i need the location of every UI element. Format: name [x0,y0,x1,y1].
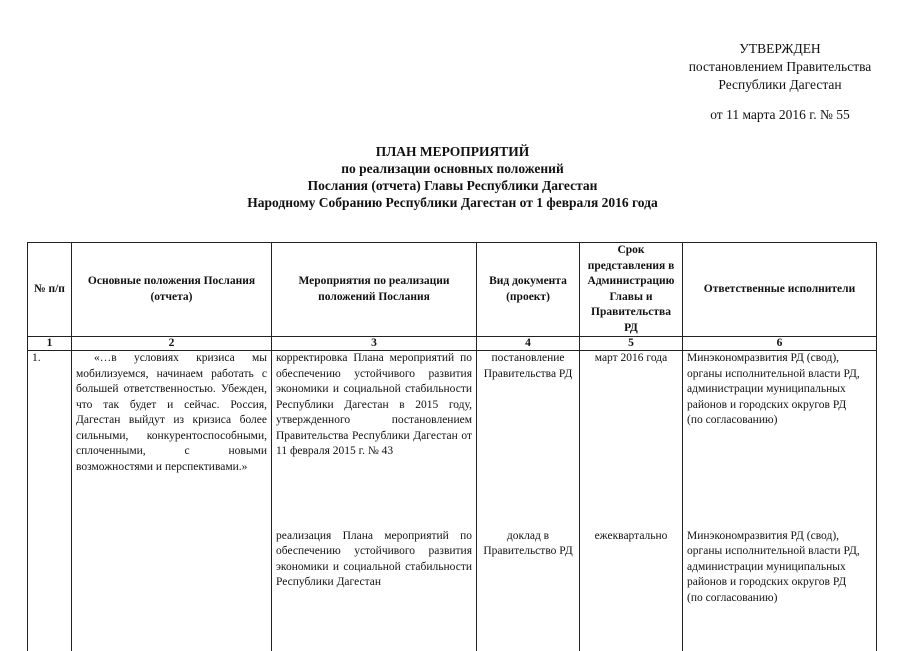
executor-line: органы исполнительной власти РД, [687,367,872,383]
row-num: 1. [28,351,72,651]
row-executors [683,351,877,511]
executor-line: Минэкономразвития РД (свод), [687,529,872,545]
row-doc-type: постановление Правительства РД [477,351,580,511]
row-deadline: ежеквартально [580,511,683,651]
header-num: № п/п [28,243,72,337]
executor-line: администрации муниципальных районов и городских округов РД [687,560,872,591]
row-provision: «…в условиях кризиса мы мобилизуемся, начинаем работать с большей ответственностью. Убежден, что так будет и сейчас. Россия, Дагестан выйдут из кризиса более сильными, конкурентоспособными, сплоченными, с новыми возможностями и перспективами.» [72,351,272,651]
header-executors: Ответственные исполнители [683,243,877,337]
row-measure: корректировка Плана мероприятий по обеспечению устойчивого развития экономики и социальной стабильности Республики Дагестан в 2015 году, утвержденного постановлением Правительства Республики Дагестан от 11 февраля 2015 г. № 43 [272,351,477,511]
row-deadline: март 2016 года [580,351,683,511]
col-number: 3 [272,337,477,351]
row-doc-type: доклад в Правительство РД [477,511,580,651]
executor-line: органы исполнительной власти РД, [687,544,872,560]
header-measures: Мероприятия по реализации положений Послания [272,243,477,337]
approval-stamp [660,40,900,124]
row-executors [683,511,877,651]
approval-line3: Республики Дагестан [660,76,900,94]
header-doc-type: Вид документа (проект) [477,243,580,337]
table-row [28,351,877,511]
executor-line: Минэкономразвития РД (свод), [687,351,872,367]
executor-line: администрации муниципальных районов и городских округов РД [687,382,872,413]
title-line1: ПЛАН МЕРОПРИЯТИЙ [0,143,905,160]
executor-line: (по согласованию) [687,413,872,429]
col-number: 5 [580,337,683,351]
plan-table [27,242,877,651]
approval-line2: постановлением Правительства [660,58,900,76]
col-number: 4 [477,337,580,351]
col-number: 2 [72,337,272,351]
col-number: 1 [28,337,72,351]
header-provisions: Основные положения Послания (отчета) [72,243,272,337]
header-deadline: Срок представления в Администрацию Главы и Правительства РД [580,243,683,337]
row-measure: реализация Плана мероприятий по обеспечению устойчивого развития экономики и социальной стабильности Республики Дагестан [272,511,477,651]
approval-date: от 11 марта 2016 г. № 55 [660,106,900,124]
title-line4: Народному Собранию Республики Дагестан от 1 февраля 2016 года [0,194,905,211]
document-title [0,143,905,211]
executor-line: (по согласованию) [687,591,872,607]
approval-line1: УТВЕРЖДЕН [660,40,900,58]
title-line3: Послания (отчета) Главы Республики Дагестан [0,177,905,194]
title-line2: по реализации основных положений [0,160,905,177]
col-number: 6 [683,337,877,351]
